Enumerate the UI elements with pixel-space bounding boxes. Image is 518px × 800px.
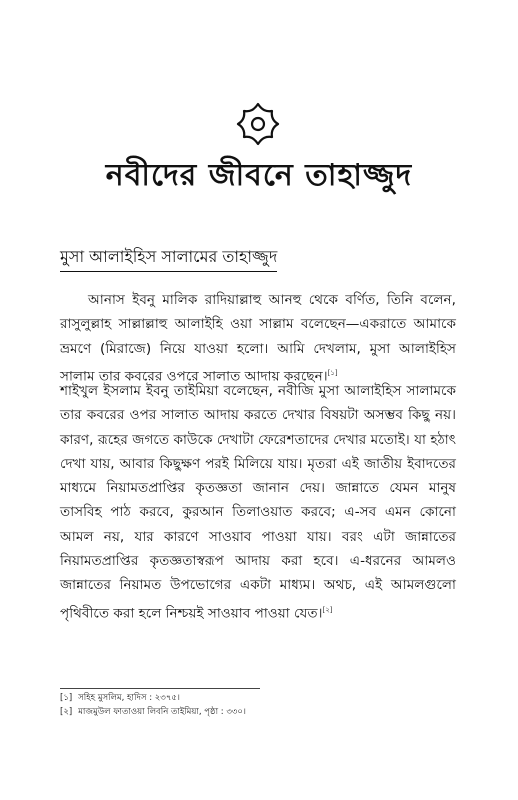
footnote-ref-2[interactable]: [২]	[322, 605, 333, 614]
paragraph-1	[60, 288, 456, 389]
chapter-title: নবীদের জীবনে তাহাজ্জুদ	[105, 158, 413, 193]
paragraph-1-text: আনাস ইবনু মালিক রাদিয়াল্লাহু আনহু থেকে বর্ণিত, তিনি বলেন, রাসুলুল্লাহ সাল্লাল্লাহু আলাইহি ওয়া সাল্লাম বলেছেন—একরাতে আমাকে ভ্রমণে (মিরাজে) নিয়ে যাওয়া হলো। আমি দেখলাম, মুসা আলাইহিস সালাম তার কবরের ওপরে সালাত আদায় করছেন।	[60, 292, 456, 385]
footnote-2-number: [২]	[60, 707, 73, 717]
footnote-1-number: [১]	[60, 693, 73, 703]
paragraph-2	[60, 379, 456, 626]
flower-ornament-icon	[232, 98, 284, 150]
footnote-2	[60, 706, 246, 719]
footnote-divider	[60, 688, 260, 689]
paragraph-2-text: শাইখুল ইসলাম ইবনু তাইমিয়া বলেছেন, নবীজি মুসা আলাইহিস সালামকে তার কবরের ওপর সালাত আদায় করতে দেখার বিষয়টা অসম্ভব কিছু নয়। কারণ, রূহের জগতে কাউকে দেখাটা ফেরেশতাদের দেখার মতোই। যা হঠাৎ দেখা যায়, আবার কিছুক্ষণ পরই মিলিয়ে যায়। মৃতরা এই জাতীয় ইবাদতের মাধ্যমে নিয়ামতপ্রাপ্তির কৃতজ্ঞতা জানান দেয়। জান্নাতে যেমন মানুষ তাসবিহ পাঠ করবে, কুরআন তিলাওয়াত করবে; এ-সব এমন কোনো আমল নয়, যার কারণে সাওয়াব পাওয়া যায়। বরং এটা জান্নাতের নিয়ামতপ্রাপ্তির কৃতজ্ঞতাস্বরূপ আদায় করা হবে। এ-ধরনের আমলও জান্নাতের নিয়ামত উপভোগের একটা মাধ্যম। অথচ, এই আমলগুলো পৃথিবীতে করা হলে নিশ্চয়ই সাওয়াব পাওয়া যেত।	[60, 383, 456, 622]
footnote-1-text: সহিহ মুসলিম, হাদিস : ২৩৭৫।	[78, 693, 180, 703]
footnote-ref-1[interactable]: [১]	[327, 368, 338, 377]
section-heading: মুসা আলাইহিস সালামের তাহাজ্জুদ	[60, 246, 277, 272]
footnote-1	[60, 692, 180, 705]
footnote-2-text: মাজমুউল ফাতাওয়া লিবনি তাইমিয়া, পৃষ্ঠা : ৩৩০।	[78, 707, 246, 717]
